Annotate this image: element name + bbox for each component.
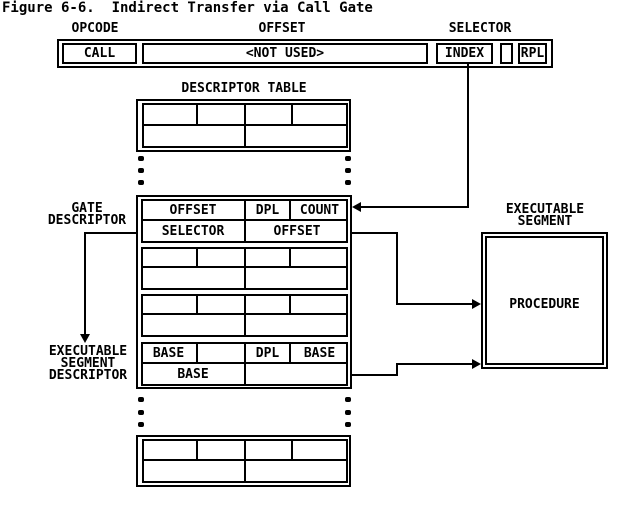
base-to-segment-arrowhead-icon bbox=[472, 359, 481, 369]
offset-cell-text: <NOT USED> bbox=[245, 46, 325, 61]
divider bbox=[244, 439, 246, 483]
gate-count-cell: COUNT bbox=[299, 202, 340, 218]
descriptor-table-label: DESCRIPTOR TABLE bbox=[181, 81, 307, 96]
figure-title: Figure 6-6. Indirect Transfer via Call Gate bbox=[2, 0, 373, 16]
selector-to-gate-arrowhead-icon bbox=[352, 202, 361, 212]
divider bbox=[289, 294, 291, 315]
base-connector-h1 bbox=[351, 374, 398, 376]
gate-selector-connector-vertical bbox=[84, 232, 86, 335]
selector-connector-vertical bbox=[467, 64, 469, 208]
divider bbox=[196, 247, 198, 268]
esd-empty2-cell bbox=[246, 365, 348, 383]
opcode-cell bbox=[62, 43, 137, 64]
gate-offset2-cell: OFFSET bbox=[273, 223, 321, 239]
divider bbox=[291, 103, 293, 126]
gate-to-esd-arrowhead-icon bbox=[80, 334, 90, 343]
ellipsis-dot bbox=[138, 410, 144, 415]
index-cell-text: INDEX bbox=[444, 46, 485, 61]
divider bbox=[289, 247, 291, 268]
esd-label-line3: DESCRIPTOR bbox=[48, 368, 128, 383]
offset-connector-vertical bbox=[396, 232, 398, 305]
offset-label: OFFSET bbox=[258, 21, 306, 36]
ellipsis-dot bbox=[345, 397, 351, 402]
offset-connector-h2 bbox=[396, 303, 472, 305]
es-label-line2: SEGMENT bbox=[517, 214, 573, 229]
offset-cell bbox=[142, 43, 428, 64]
esd-label-line1: EXECUTABLE bbox=[48, 344, 128, 359]
divider bbox=[244, 247, 246, 290]
rpl-cell bbox=[518, 43, 547, 64]
esd-base3-cell: BASE bbox=[177, 366, 209, 382]
offset-connector-h1 bbox=[351, 232, 398, 234]
ellipsis-dot bbox=[138, 422, 144, 427]
gate-selector-cell: SELECTOR bbox=[161, 223, 225, 239]
selector-connector-horizontal bbox=[359, 206, 469, 208]
index-cell bbox=[436, 43, 493, 64]
ellipsis-dot bbox=[345, 410, 351, 415]
ellipsis-dot bbox=[345, 180, 351, 185]
ellipsis-dot bbox=[138, 180, 144, 185]
gate-descriptor-label-line1: GATE bbox=[71, 201, 103, 216]
base-connector-h2 bbox=[396, 363, 472, 365]
gate-selector-connector-horizontal bbox=[84, 232, 137, 234]
divider bbox=[196, 439, 198, 461]
gate-descriptor-label-line2: DESCRIPTOR bbox=[47, 213, 127, 228]
opcode-cell-text: CALL bbox=[83, 46, 116, 61]
opcode-label: OPCODE bbox=[71, 21, 119, 36]
ti-cell bbox=[500, 43, 513, 64]
divider bbox=[244, 294, 246, 337]
ellipsis-dot bbox=[138, 168, 144, 173]
gate-offset-cell: OFFSET bbox=[169, 202, 217, 218]
executable-segment-label bbox=[494, 204, 596, 228]
executable-segment-descriptor-label bbox=[44, 346, 132, 382]
gate-descriptor-label bbox=[44, 203, 130, 227]
ellipsis-dot bbox=[345, 156, 351, 161]
procedure-text: PROCEDURE bbox=[509, 296, 580, 312]
esd-label-line2: SEGMENT bbox=[60, 356, 116, 371]
rpl-cell-text: RPL bbox=[520, 46, 545, 61]
esd-empty-cell bbox=[198, 344, 244, 362]
divider bbox=[196, 103, 198, 126]
ellipsis-dot bbox=[345, 422, 351, 427]
gate-dpl-cell: DPL bbox=[255, 202, 280, 218]
divider bbox=[244, 103, 246, 148]
divider bbox=[291, 439, 293, 461]
ellipsis-dot bbox=[138, 156, 144, 161]
es-label-line1: EXECUTABLE bbox=[505, 202, 585, 217]
offset-to-procedure-arrowhead-icon bbox=[472, 299, 481, 309]
selector-label: SELECTOR bbox=[448, 21, 512, 36]
ellipsis-dot bbox=[345, 168, 351, 173]
ellipsis-dot bbox=[138, 397, 144, 402]
esd-dpl-cell: DPL bbox=[255, 345, 280, 361]
esd-base2-cell: BASE bbox=[303, 345, 336, 361]
divider bbox=[196, 294, 198, 315]
esd-base1-cell: BASE bbox=[152, 345, 185, 361]
